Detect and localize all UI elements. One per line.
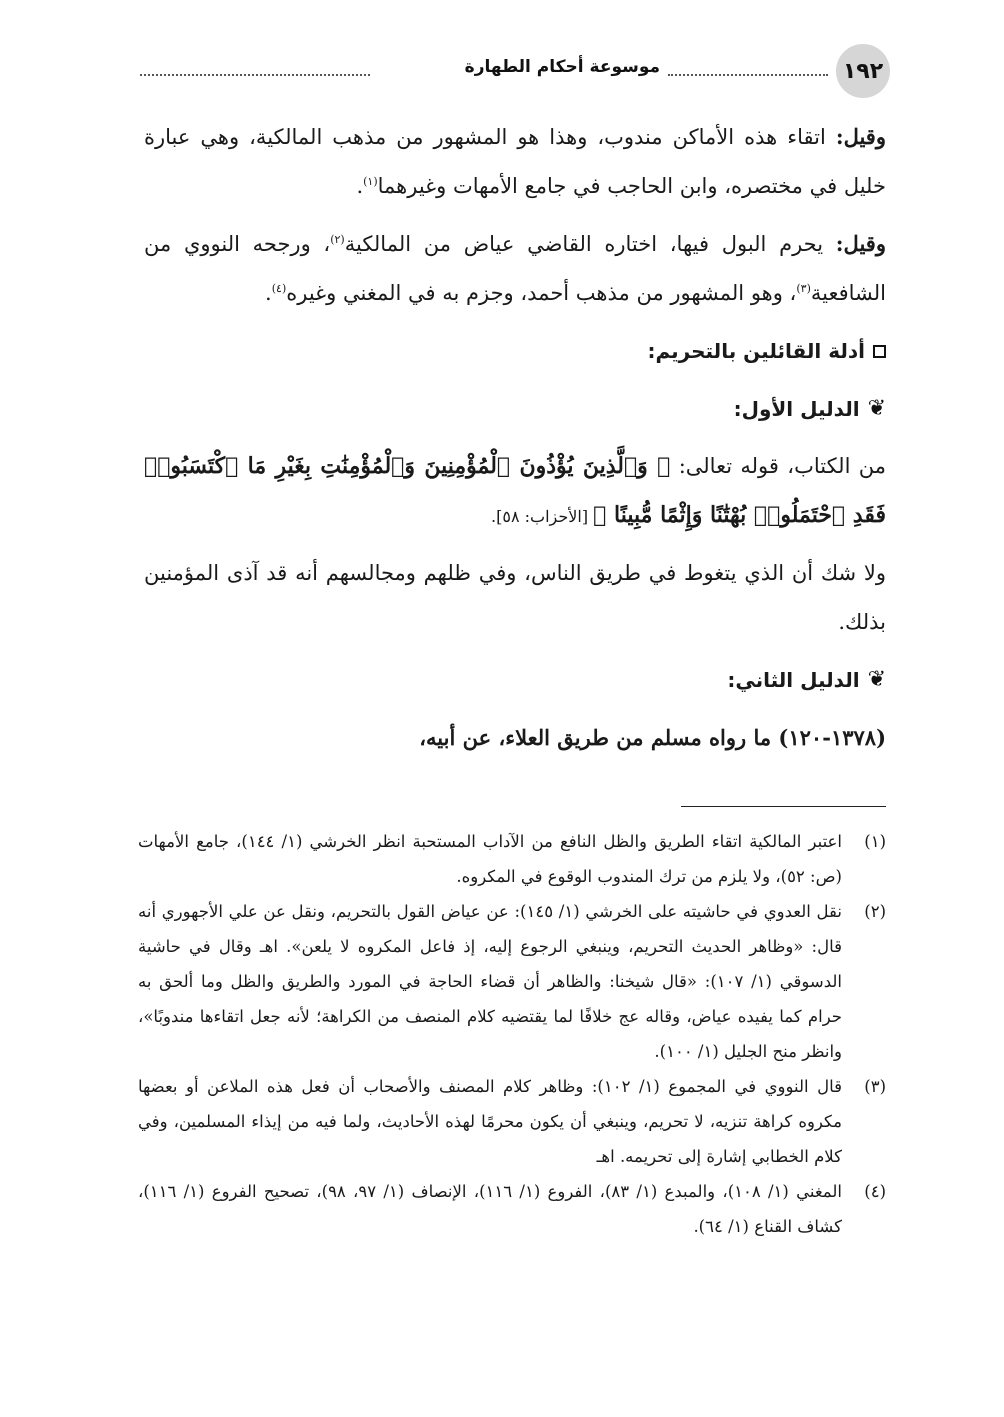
quran-verse: ﴿ وَٱلَّذِينَ يُؤْذُونَ ٱلْمُؤْمِنِينَ وَٱلْمُؤْمِنَٰتِ بِغَيْرِ مَا ٱكْتَسَبُوا۟ فَقَدِ ٱحْتَمَلُوا۟ بُهْتَٰنًا وَإِثْمًا مُّبِينًا ﴾ bbox=[144, 453, 886, 528]
footnote-3 bbox=[138, 1069, 886, 1174]
section-heading-first-text: الدليل الأول: bbox=[733, 397, 860, 421]
paragraph-1 bbox=[144, 112, 886, 211]
section-heading-first bbox=[144, 384, 886, 434]
footnote-text: قال النووي في المجموع (١/ ١٠٢): وظاهر كلام المصنف والأصحاب أن فعل هذه الملاعن أو بعضها مكروه كراهة تنزيه، لا تحريم، وينبغي أن يكون محرمًا لهذه الأحاديث، ولما فيه من إيذاء المسلمين، وفي كلام الخطابي إشارة إلى تحريمه. اهـ bbox=[138, 1077, 843, 1166]
book-title: موسوعة أحكام الطهارة bbox=[464, 57, 660, 77]
page-number: ١٩٢ bbox=[836, 44, 890, 98]
footnote-ref-1[interactable]: (١) bbox=[363, 175, 378, 188]
page-header bbox=[140, 44, 890, 100]
footnote-text: نقل العدوي في حاشيته على الخرشي (١/ ١٤٥): عن عياض القول بالتحريم، ونقل عن علي الأجهوري أنه قال: «وظاهر الحديث التحريم، وينبغي الرجوع إليه، إذ فاعل المكروه لا يلعن». اهـ وقال في حاشية الدسوقي (١/ ١٠٧): «قال شيخنا: والظاهر أن قضاء الحاجة في المورد والطريق والظل وما ألحق به حرام كما يفيده عياض، وقاله عج خلافًا لما يقتضيه كلام المنصف من الكراهة؛ لأنه جعل اتقاءها مندوبًا»، وانظر منح الجليل (١/ ١٠٠). bbox=[138, 902, 842, 1061]
main-text bbox=[144, 112, 886, 770]
leaf-bullet-icon: ❦ bbox=[867, 396, 886, 421]
footnote-4 bbox=[138, 1174, 886, 1244]
paragraph-2-text-c: ، وهو المشهور من مذهب أحمد، وجزم به في المغني وغيره bbox=[286, 281, 797, 305]
paragraph-2-text-a: يحرم البول فيها، اختاره القاضي عياض من المالكية bbox=[344, 232, 836, 256]
footnote-number: (٢) bbox=[864, 902, 886, 921]
verse-reference: [الأحزاب: ٥٨]. bbox=[491, 507, 594, 526]
paragraph-3 bbox=[144, 442, 886, 541]
paragraph-1-lead: وقيل: bbox=[835, 124, 886, 149]
paragraph-2 bbox=[144, 219, 886, 318]
footnote-divider bbox=[681, 806, 886, 807]
paragraph-1-end: . bbox=[356, 174, 364, 198]
section-heading-second bbox=[144, 655, 886, 705]
paragraph-5: (١٣٧٨-١٢٠) ما رواه مسلم من طريق العلاء، عن أبيه، bbox=[419, 725, 886, 750]
paragraph-2-end: . bbox=[265, 281, 272, 305]
footnote-1 bbox=[138, 824, 886, 894]
paragraph-1-text: اتقاء هذه الأماكن مندوب، وهذا هو المشهور من مذهب المالكية، وهي عبارة خليل في مختصره، وابن الحاجب في جامع الأمهات وغيرهما bbox=[144, 125, 886, 198]
section-heading-second-text: الدليل الثاني: bbox=[727, 668, 860, 692]
footnote-ref-4[interactable]: (٤) bbox=[271, 282, 287, 295]
paragraph-4: ولا شك أن الذي يتغوط في طريق الناس، وفي ظلهم ومجالسهم أنه قد آذى المؤمنين بذلك. bbox=[144, 561, 886, 634]
section-heading-evidence-text: أدلة القائلين بالتحريم: bbox=[647, 339, 865, 363]
footnote-text: اعتبر المالكية اتقاء الطريق والظل النافع من الآداب المستحبة انظر الخرشي (١/ ١٤٤)، جامع الأمهات (ص: ٥٢)، ولا يلزم من ترك المندوب الوقوع في المكروه. bbox=[138, 832, 842, 886]
footnote-text: المغني (١/ ١٠٨)، والمبدع (١/ ٨٣)، الفروع (١/ ١١٦)، الإنصاف (١/ ٩٧، ٩٨)، تصحيح الفروع (١/ ١١٦)، كشاف القناع (١/ ٦٤). bbox=[138, 1182, 842, 1236]
footnotes bbox=[138, 824, 886, 1244]
footnote-number: (٤) bbox=[864, 1182, 886, 1201]
paragraph-2-lead: وقيل: bbox=[835, 231, 886, 256]
footnote-ref-2[interactable]: (٢) bbox=[330, 233, 345, 246]
section-heading-evidence bbox=[144, 326, 886, 376]
header-divider-right bbox=[668, 74, 828, 76]
paragraph-2-text-b: ، ورجحه النووي من الشافعية bbox=[144, 232, 886, 305]
footnote-number: (١) bbox=[864, 832, 886, 851]
footnote-ref-3[interactable]: (٣) bbox=[796, 282, 811, 295]
header-divider-left bbox=[140, 74, 370, 76]
footnote-number: (٣) bbox=[864, 1077, 886, 1096]
footnote-2 bbox=[138, 894, 886, 1069]
checkbox-square-icon bbox=[873, 345, 886, 358]
paragraph-3-text: من الكتاب، قوله تعالى: bbox=[670, 454, 886, 478]
leaf-bullet-icon: ❦ bbox=[867, 667, 886, 692]
